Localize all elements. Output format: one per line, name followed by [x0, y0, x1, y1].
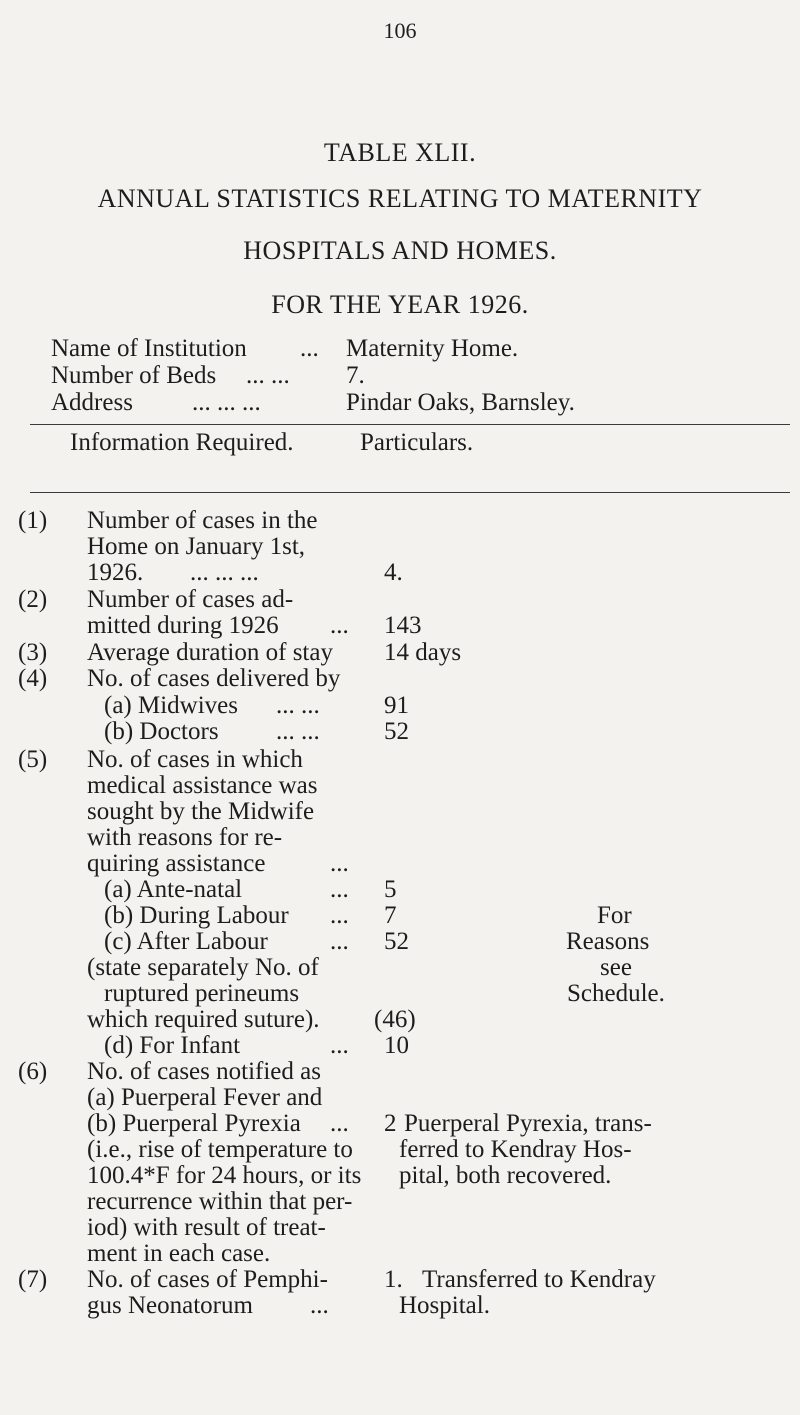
item-text: medical assistance was — [87, 772, 318, 799]
heading-line-1: ANNUAL STATISTICS RELATING TO MATERNITY — [97, 184, 703, 213]
item-dots: ... — [330, 928, 349, 955]
item-value-text: ferred to Kendray Hos- — [399, 1136, 632, 1163]
item-text: gus Neonatorum — [87, 1292, 253, 1319]
item-text: ruptured perineums — [104, 980, 300, 1007]
item-value: 14 days — [384, 639, 462, 666]
item-text: (i.e., rise of temperature to — [87, 1136, 353, 1163]
item-value-text: Puerperal Pyrexia, trans- — [404, 1110, 652, 1137]
item-number: (4) — [18, 665, 48, 692]
item-value-text: Transferred to Kendray — [422, 1266, 656, 1293]
item-sub-label: (c) After Labour — [104, 928, 268, 955]
address-value: Pindar Oaks, Barnsley. — [346, 389, 575, 416]
item-text: Home on January 1st, — [87, 533, 306, 560]
item-dots: ... ... — [276, 718, 320, 745]
item-number: (7) — [18, 1266, 48, 1293]
item-dots: ... — [330, 850, 349, 877]
beds-label: Number of Beds — [51, 362, 217, 389]
item-dots: ... — [310, 1292, 329, 1319]
item-text: recurrence within that per- — [87, 1188, 353, 1215]
item-dots: ... — [330, 1110, 349, 1137]
address-label: Address — [51, 389, 133, 416]
item-text: iod) with result of treat- — [87, 1214, 326, 1241]
institution-name-dots: ... — [300, 335, 319, 362]
column-particulars-header: Particulars. — [360, 429, 474, 456]
item-text: No. of cases in which — [87, 746, 303, 773]
item-value-text: Hospital. — [399, 1292, 490, 1319]
item-value: 7 — [384, 902, 397, 929]
item-text: Number of cases ad- — [87, 586, 294, 613]
item-dots: ... — [330, 902, 349, 929]
item-value: 2 — [384, 1110, 397, 1137]
item-number: (3) — [18, 639, 48, 666]
item-text: No. of cases notified as — [87, 1058, 321, 1085]
item-text: (state separately No. of — [87, 954, 319, 981]
item-value-text: pital, both recovered. — [399, 1162, 612, 1189]
item-text: No. of cases delivered by — [87, 665, 341, 692]
item-sub-label: (a) Midwives — [104, 692, 238, 719]
item-dots: ... ... ... — [190, 559, 259, 586]
item-number: (2) — [18, 586, 48, 613]
item-text: which required suture). — [87, 1006, 320, 1033]
reasons-note: see — [600, 954, 632, 981]
heading-line-3: FOR THE YEAR 1926. — [271, 290, 529, 319]
address-dots: ... ... ... — [192, 389, 261, 416]
beds-value: 7. — [346, 362, 365, 389]
item-text: (b) Puerperal Pyrexia — [87, 1110, 301, 1137]
item-text: with reasons for re- — [87, 824, 283, 851]
reasons-note: Reasons — [566, 928, 650, 955]
beds-dots: ... ... — [246, 362, 290, 389]
item-number: (6) — [18, 1058, 48, 1085]
page-number: 106 — [383, 18, 417, 43]
item-value: 4. — [384, 559, 403, 586]
header-rule-bottom — [30, 492, 790, 493]
item-value: 52 — [384, 928, 409, 955]
item-text: No. of cases of Pemphi- — [87, 1266, 328, 1293]
item-sub-label: (b) During Labour — [104, 902, 289, 929]
institution-name-value: Maternity Home. — [346, 335, 519, 362]
item-text: ment in each case. — [87, 1240, 271, 1267]
item-text: (a) Puerperal Fever and — [87, 1084, 323, 1111]
item-text: Number of cases in the — [87, 507, 318, 534]
institution-name-label: Name of Institution — [51, 335, 247, 362]
item-value: 143 — [384, 612, 422, 639]
item-text: mitted during 1926 — [87, 612, 279, 639]
table-title: TABLE XLII. — [323, 138, 477, 167]
item-value: 5 — [384, 876, 397, 903]
item-dots: ... — [330, 876, 349, 903]
item-text: quiring assistance — [87, 850, 266, 877]
item-sub-label: (b) Doctors — [104, 718, 219, 745]
item-dots: ... — [330, 612, 349, 639]
item-sub-label: (d) For Infant — [104, 1032, 241, 1059]
item-number: (1) — [18, 507, 48, 534]
item-value: 10 — [384, 1032, 409, 1059]
column-info-header: Information Required. — [70, 429, 294, 456]
item-value: 1. — [384, 1266, 403, 1293]
item-dots: ... — [330, 1032, 349, 1059]
heading-line-2: HOSPITALS AND HOMES. — [243, 236, 557, 265]
header-rule-top — [30, 424, 790, 425]
item-value: 52 — [384, 718, 409, 745]
item-value: 91 — [384, 692, 409, 719]
item-text: 100.4*F for 24 hours, or its — [87, 1162, 362, 1189]
item-sub-label: (a) Ante-natal — [104, 876, 243, 903]
item-text: sought by the Midwife — [87, 798, 315, 825]
item-text: Average duration of stay — [87, 639, 333, 666]
item-value: (46) — [374, 1006, 416, 1033]
item-text: 1926. — [87, 559, 144, 586]
reasons-note: Schedule. — [567, 980, 665, 1007]
item-dots: ... ... — [276, 692, 320, 719]
item-number: (5) — [18, 746, 48, 773]
reasons-note: For — [597, 902, 632, 929]
